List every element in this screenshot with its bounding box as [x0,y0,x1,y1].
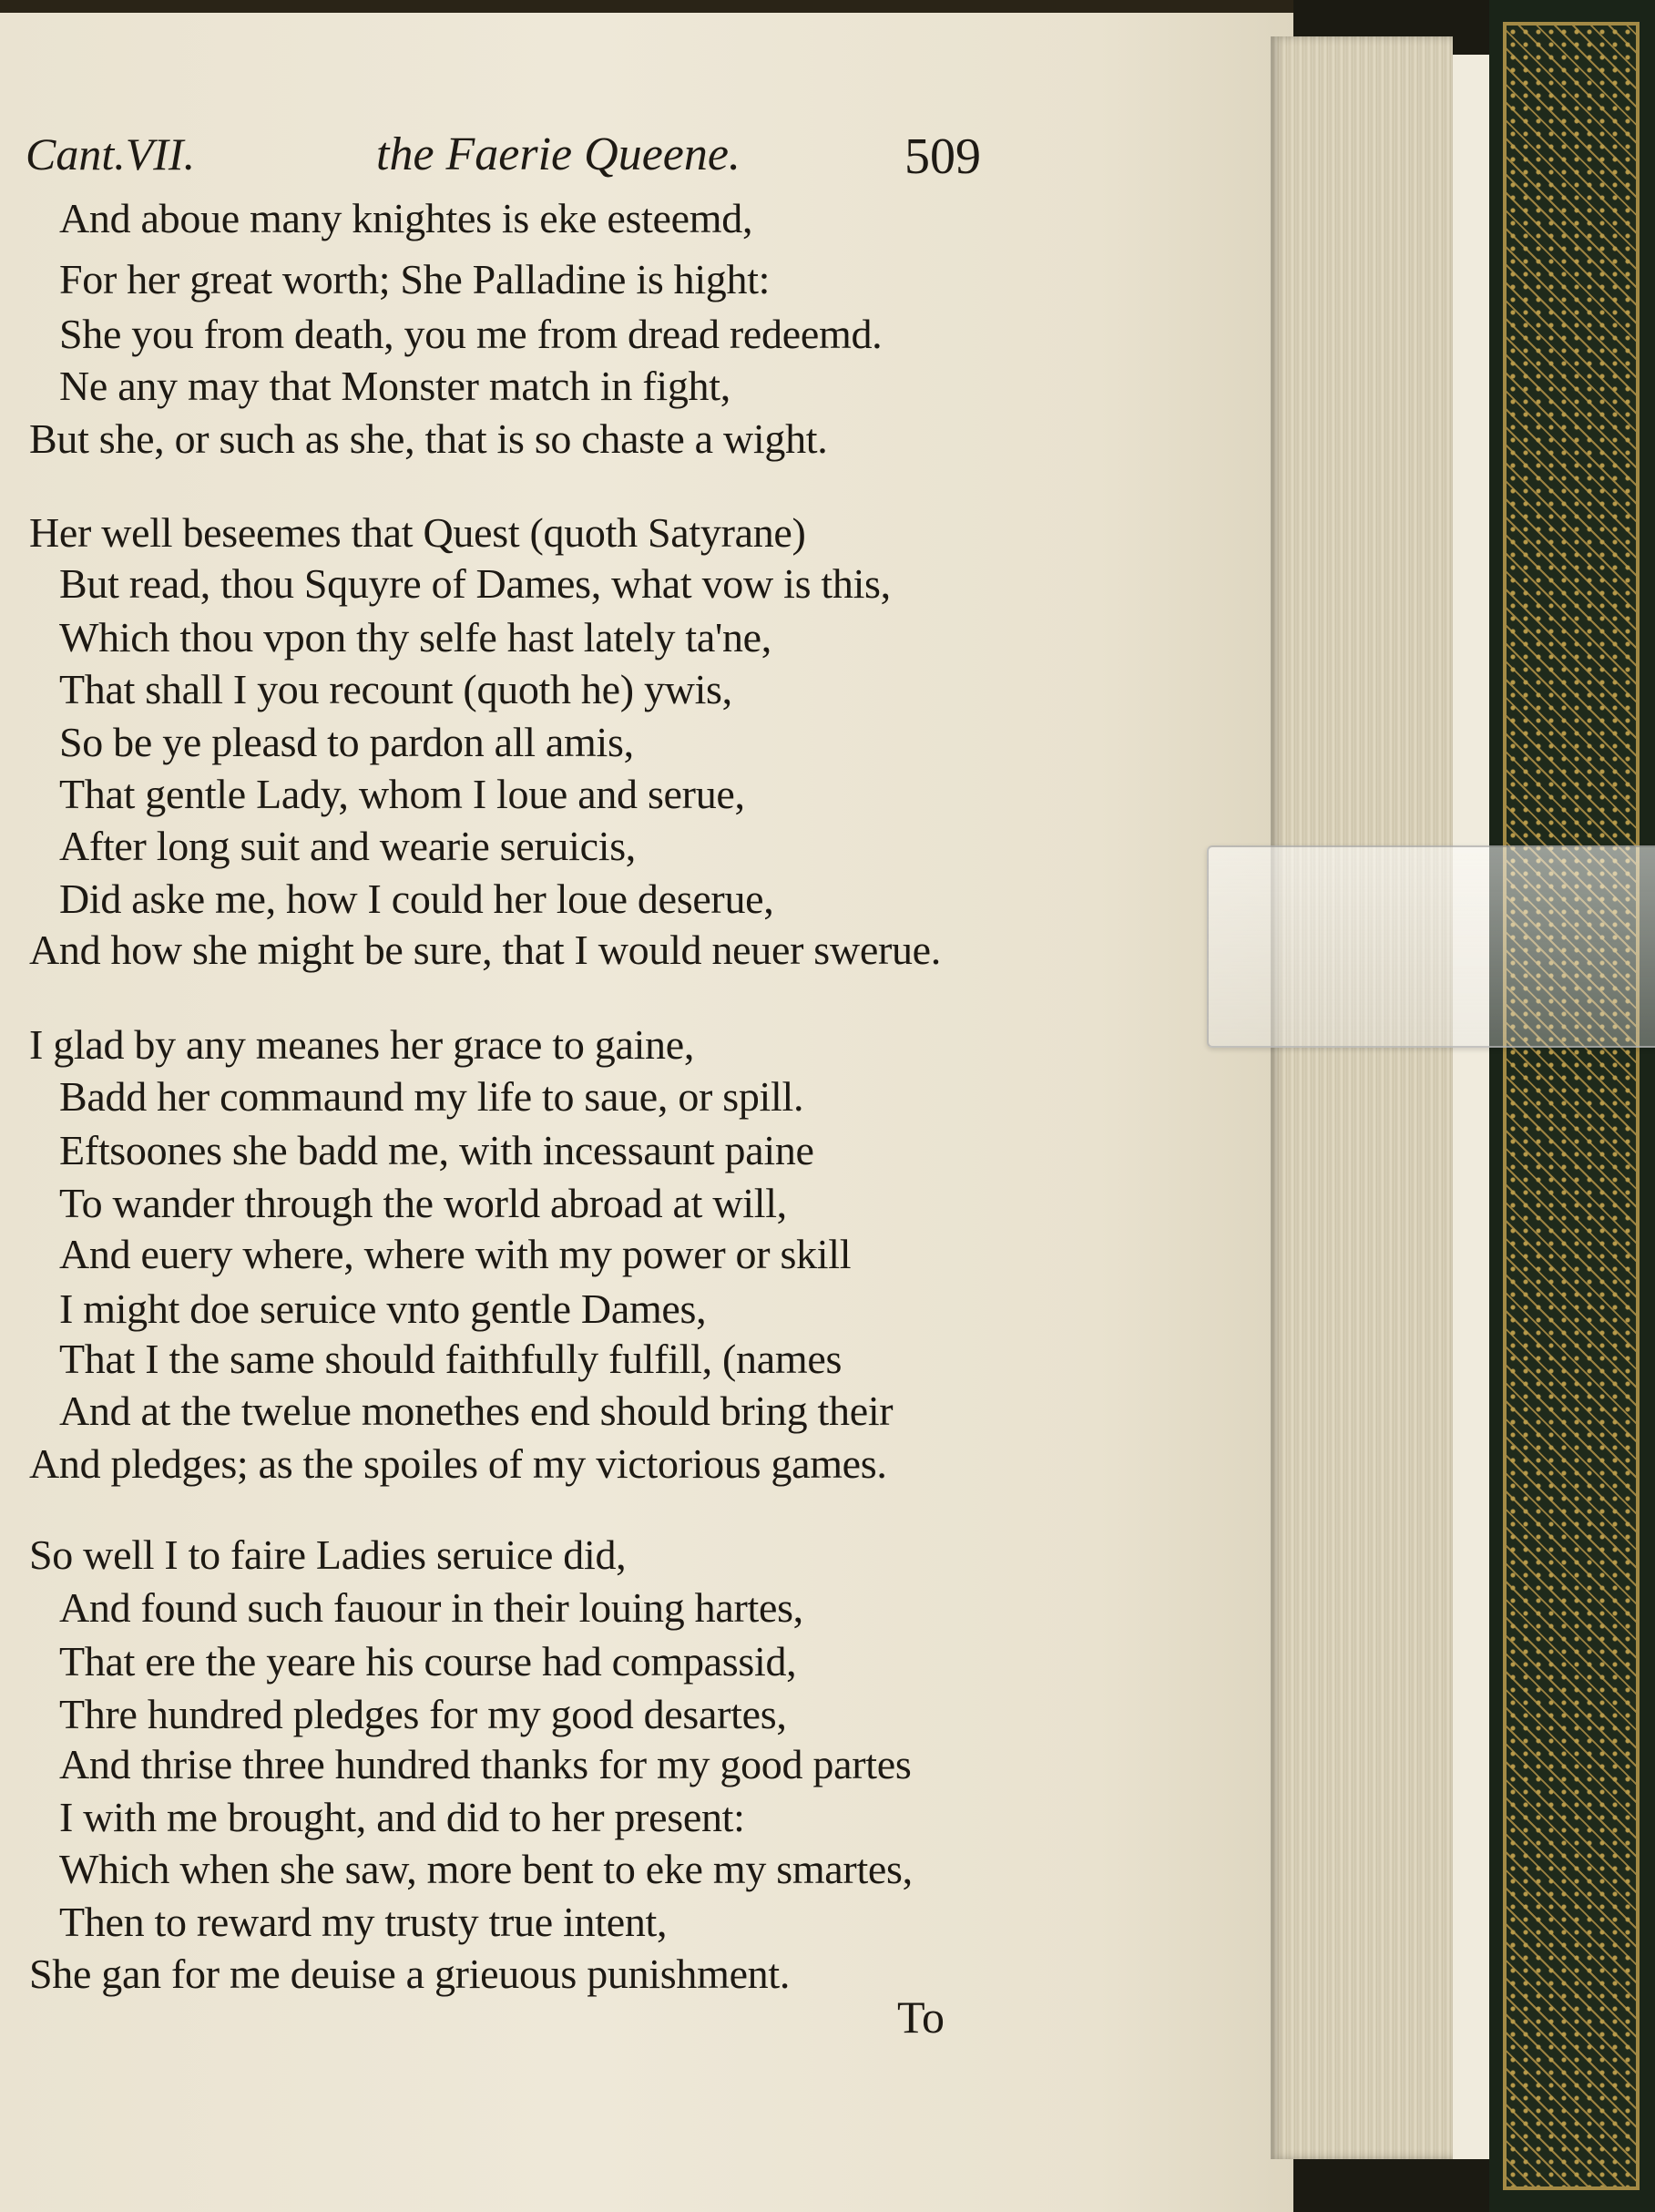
running-header [26,128,982,200]
bookmark-tab [1207,845,1655,1048]
page-number: 509 [904,128,981,185]
verse-line: So be ye pleasd to pardon all amis, [59,719,634,765]
verse-line: I glad by any meanes her grace to gaine, [29,1021,695,1068]
verse-line: And aboue many knightes is eke esteemd, [59,195,753,241]
verse-line: Her well beseemes that Quest (quoth Satyrane) [29,509,806,556]
verse-line: After long suit and wearie seruicis, [59,823,636,869]
verse-line: But read, thou Squyre of Dames, what vow is this, [59,560,891,607]
verse-line: Which when she saw, more bent to eke my smartes, [59,1846,913,1892]
canto-label: Cant.VII. [26,128,196,179]
catchword: To [897,1992,945,2043]
verse-line: Badd her commaund my life to saue, or spill. [59,1073,804,1120]
verse-line: Which thou vpon thy selfe hast lately ta'ne, [59,614,771,661]
verse-line: She gan for me deuise a grieuous punishment. [29,1951,791,1997]
verse-line: And thrise three hundred thanks for my good partes [59,1741,912,1787]
verse-line: Ne any may that Monster match in fight, [59,363,730,409]
verse-line: That ere the yeare his course had compassid, [59,1638,797,1685]
verse-line: Thre hundred pledges for my good desartes, [59,1691,787,1737]
page-edges [1271,36,1453,2159]
verse-line: And pledges; as the spoiles of my victorious games. [29,1440,887,1487]
verse-line: And found such fauour in their louing hartes, [59,1584,803,1631]
verse-line: I might doe seruice vnto gentle Dames, [59,1285,707,1332]
verse-line: Then to reward my trusty true intent, [59,1899,668,1945]
page-edges-fore [1453,55,1489,2159]
verse-line: And at the twelue monethes end should bring their [59,1388,894,1434]
verse-line: And euery where, where with my power or skill [59,1231,852,1277]
verse-line: She you from death, you me from dread redeemd. [59,311,883,357]
running-title: the Faerie Queene. [376,128,741,180]
verse-line: And how she might be sure, that I would neuer swerue. [29,927,941,973]
verse-line: But she, or such as she, that is so chaste a wight. [29,415,828,462]
verse-line: Did aske me, how I could her loue deserue, [59,876,774,922]
verse-line: That I the same should faithfully fulfill, (names [59,1336,843,1382]
verse-line: I with me brought, and did to her present: [59,1794,745,1840]
verse-line: Eftsoones she badd me, with incessaunt paine [59,1127,814,1173]
cover-tooling-pattern [1503,22,1640,2190]
verse-line: To wander through the world abroad at will, [59,1180,787,1226]
verse-line: So well I to faire Ladies seruice did, [29,1531,627,1578]
verse-line: For her great worth; She Palladine is hight: [59,256,771,302]
verse-line: That gentle Lady, whom I loue and serue, [59,771,745,817]
verse-line: That shall I you recount (quoth he) ywis, [59,666,732,712]
